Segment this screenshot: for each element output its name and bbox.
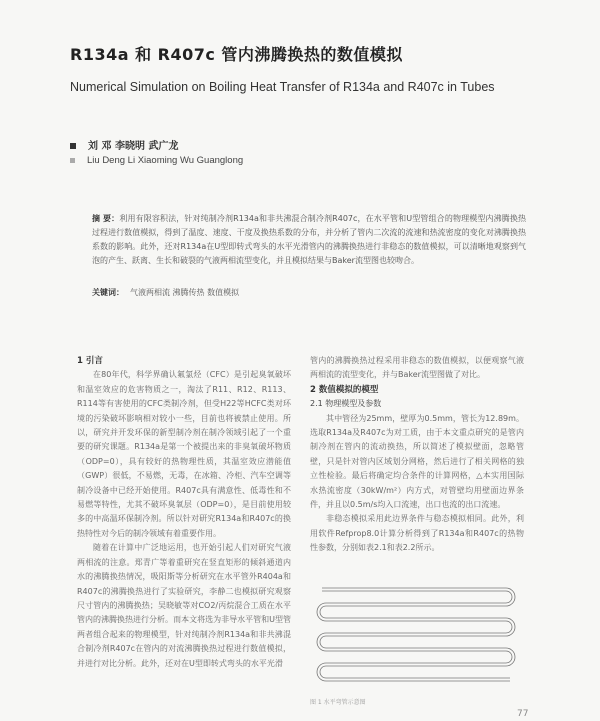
right-column	[310, 354, 524, 556]
abstract	[92, 212, 526, 268]
tube-schematic-figure	[316, 580, 516, 690]
subsection-heading-physical-model: 2.1 物理模型及参数	[310, 399, 382, 409]
model-paragraph-2: 非稳态模拟采用此边界条件与稳态模拟相同。此外，利用软件Refprop8.0计算分析得到了R134a和R407c的热物性参数，分别如表2.1和表2.2所示。	[310, 514, 524, 553]
authors-zh-text: 刘 邓 李晓明 武广龙	[88, 141, 179, 152]
intro-paragraph-2: 随着在计算中广泛地运用，也开始引起人们对研究气液两相流的注意。郑青广等着重研究在竖直矩形的倾斜通道内水的沸腾换热情况，吸阳斯等分析研究在水平管外R404a和R407c的沸腾换热进行了实验研究，李静二也模拟研究观察尺寸管内的沸腾换热；吴晓敏等对CO2/丙烷混合工质在水平管内的沸腾换热进行分析。而本文将选为非导水平管和U型管两者组合起来的物理模型，针对纯制冷剂R134a和非共沸混合制冷剂R407c在管内的对流沸腾换热过程进行数值模拟，并进行对比分析。此外，还对在U型即转式弯头的水平光滑	[77, 543, 291, 668]
abstract-label: 摘 要：	[92, 214, 120, 223]
page-number: 77	[517, 709, 529, 719]
keywords	[92, 287, 239, 298]
authors-en	[70, 155, 243, 166]
right-paragraph-continued: 管内的沸腾换热过程采用非稳态的数值模拟，以便观察气液两相流的流型变化，并与Baker流型图做了对比。	[310, 356, 524, 380]
intro-paragraph-1: 在80年代，科学界确认氟氯烃（CFC）是引起臭氧破坏和温室效应的危害物质之一，淘汰了R11、R12、R113、R114等有害使用的CFC类制冷剂，但受H22等HCFC类对环境的污染破坏影响相对较小一些，目前也将被禁止使用。所以，研究并开发环保的新型制冷剂在制冷领域引起了一个重要的研究课题。R134a是第一个被提出来的非臭氧破坏物质（ODP=0），具有较好的热物理性质，其温室效应潜能值（GWP）很低，不易燃，无毒，在冰箱、冷柜、汽车空调等制冷设备中已经开始使用。R407c具有满意性、低毒性和不易燃等特性，尤其不破坏臭氧层（ODP=0），是目前使用较多的中高温环保制冷剂。所以针对研究R134a和R407c的换热特性对今后的制冷领域有着重要作用。	[77, 370, 291, 538]
paper-title-en: Numerical Simulation on Boiling Heat Transfer of R134a and R407c in Tubes	[70, 80, 495, 94]
section-heading-introduction: 1 引言	[77, 356, 103, 366]
keywords-label: 关键词：	[92, 288, 124, 297]
square-bullet-icon	[70, 158, 75, 163]
left-column	[77, 354, 291, 671]
square-bullet-icon	[70, 143, 76, 149]
figure-caption: 图 1 水平弯管示意图	[310, 699, 366, 706]
section-heading-model: 2 数值模拟的模型	[310, 384, 379, 395]
abstract-text: 利用有限容积法，针对纯制冷剂R134a和非共沸混合制冷剂R407c，在水平管和U型管组合的物理模型内沸腾换热过程进行数值模拟，得到了温度、速度、干度及换热系数的分布，并分析了管内二次流的流速和热流密度的变化对沸腾换热系数的影响。此外，还对R134a在U型即转式弯头的水平光滑管内的沸腾换热进行非稳态的数值模拟，可以清晰地观察到气泡的产生、跃离、生长和破裂的气液两相流型变化，并且模拟结果与Baker流型图也较吻合。	[92, 214, 526, 265]
authors-zh	[70, 137, 178, 152]
keywords-text: 气液两相流 沸腾传热 数值模拟	[130, 288, 240, 297]
model-paragraph-1: 其中管径为25mm，壁厚为0.5mm，管长为12.89m。选取R134a及R407c为对工质，由于本文重点研究的是管内制冷剂在管内的流动换热，所以简述了模拟壁面，忽略管壁，只是针对管内区域划分网格，然后进行了相关网格的独立性检验。最后将确定均合条件的计算网格，△本实用国际水热流密度（30kW/m²）内方式，对管壁均用壁面边界条件，并且以0.5m/s均入口流速，出口也流的出口流速。	[310, 413, 524, 510]
authors-en-text: Liu Deng Li Xiaoming Wu Guanglong	[87, 155, 244, 166]
paper-title-zh: R134a 和 R407c 管内沸腾换热的数值模拟	[70, 45, 403, 64]
